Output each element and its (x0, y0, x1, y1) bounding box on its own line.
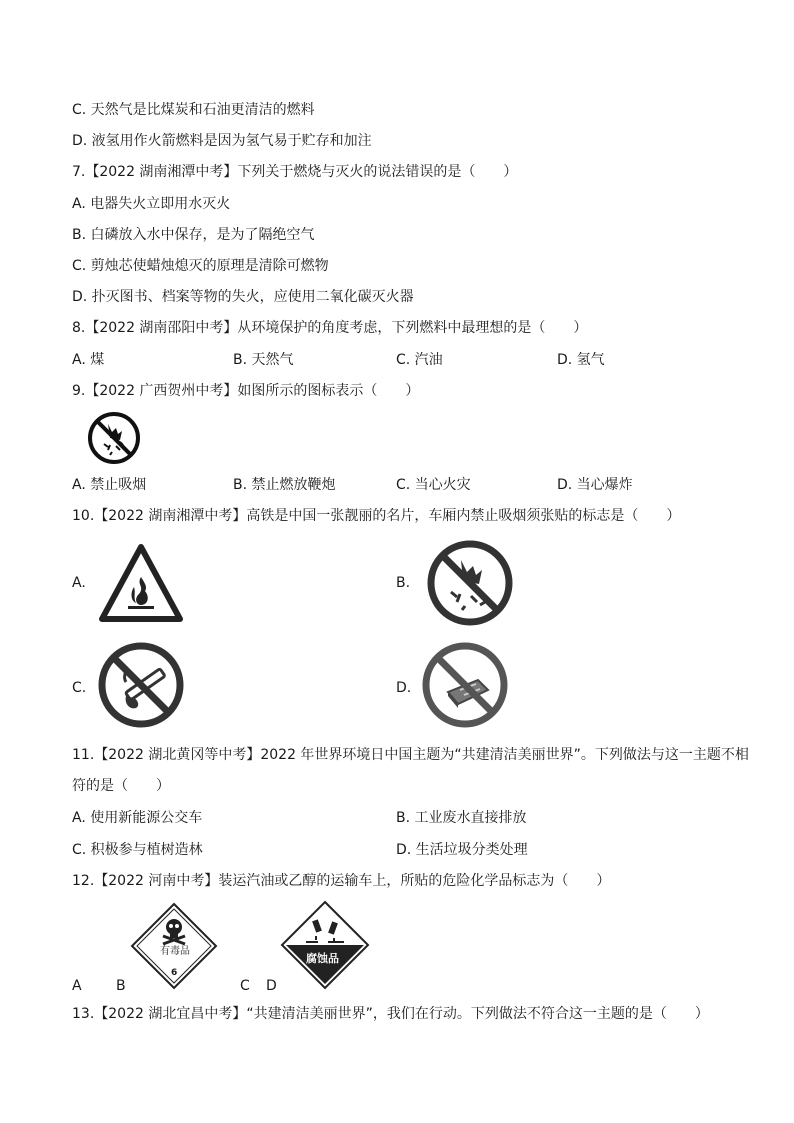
q7-stem: 7.【2022 湖南湘潭中考】下列关于燃烧与灭火的说法错误的是（ ） (72, 164, 518, 180)
no-smoking-sign-icon (96, 640, 186, 730)
q9-option-b: B. 禁止燃放鞭炮 (233, 477, 336, 493)
q11-stem-line1: 11.【2022 湖北黄冈等中考】2022 年世界环境日中国主题为“共建清洁美丽世界”。下列做法与这一主题不相 (72, 747, 749, 763)
q7-option-d: D. 扑灭图书、档案等物的失火，应使用二氧化碳灭火器 (72, 289, 414, 305)
q8-option-d: D. 氢气 (557, 352, 605, 368)
q12-stem: 12.【2022 河南中考】装运汽油或乙醇的运输车上，所贴的危险化学品标志为（ ） (72, 873, 611, 889)
q11-option-a: A. 使用新能源公交车 (72, 810, 203, 826)
corrosive-diamond-icon (280, 900, 370, 990)
q9-option-c: C. 当心火灾 (396, 477, 471, 493)
toxic-label-text: 有毒品 (160, 946, 190, 957)
q7-option-c: C. 剪烛芯使蜡烛熄灭的原理是清除可燃物 (72, 258, 329, 274)
q12-option-d: D (266, 978, 277, 994)
q10-option-c: C. (72, 680, 87, 696)
q12-option-a: A (72, 978, 82, 994)
toxic-hazard-label (130, 902, 218, 990)
flammable-warning-icon (98, 543, 184, 623)
q11-stem-line2: 符的是（ ） (72, 778, 170, 794)
q11-option-c: C. 积极参与植树造林 (72, 842, 203, 858)
q9-option-d: D. 当心爆炸 (557, 477, 633, 493)
corrosive-label-text: 腐蚀品 (306, 952, 339, 965)
q9-option-a: A. 禁止吸烟 (72, 477, 147, 493)
no-fireworks-sign-icon (425, 538, 515, 628)
q12-option-c: C (240, 978, 250, 994)
q8-option-c: C. 汽油 (396, 352, 443, 368)
q7-option-b: B. 白磷放入水中保存，是为了隔绝空气 (72, 227, 315, 243)
q10-option-a: A. (72, 575, 86, 591)
q6-option-d: D. 液氢用作火箭燃料是因为氢气易于贮存和加注 (72, 133, 372, 149)
q11-option-d: D. 生活垃圾分类处理 (396, 842, 528, 858)
corrosive-hazard-label (280, 900, 370, 990)
q10-option-d: D. (396, 680, 412, 696)
q10-option-b: B. (396, 575, 411, 591)
toxic-class-number: 6 (171, 968, 178, 978)
q11-option-b: B. 工业废水直接排放 (396, 810, 527, 826)
q8-stem: 8.【2022 湖南邵阳中考】从环境保护的角度考虑，下列燃料中最理想的是（ ） (72, 320, 588, 336)
no-fire-sign-icon (420, 640, 510, 730)
no-fireworks-sign-icon (86, 410, 142, 466)
q7-option-a: A. 电器失火立即用水灭火 (72, 196, 231, 212)
q9-stem: 9.【2022 广西贺州中考】如图所示的图标表示（ ） (72, 383, 420, 399)
q13-stem: 13.【2022 湖北宜昌中考】“共建清洁美丽世界”，我们在行动。下列做法不符合这一主题的是（ ） (72, 1006, 709, 1022)
q8-option-a: A. 煤 (72, 352, 105, 368)
q8-option-b: B. 天然气 (233, 352, 294, 368)
q10-stem: 10.【2022 湖南湘潭中考】高铁是中国一张靓丽的名片，车厢内禁止吸烟须张贴的标志是（ ） (72, 508, 681, 524)
q6-option-c: C. 天然气是比煤炭和石油更清洁的燃料 (72, 102, 315, 118)
q12-option-b: B (116, 978, 126, 994)
